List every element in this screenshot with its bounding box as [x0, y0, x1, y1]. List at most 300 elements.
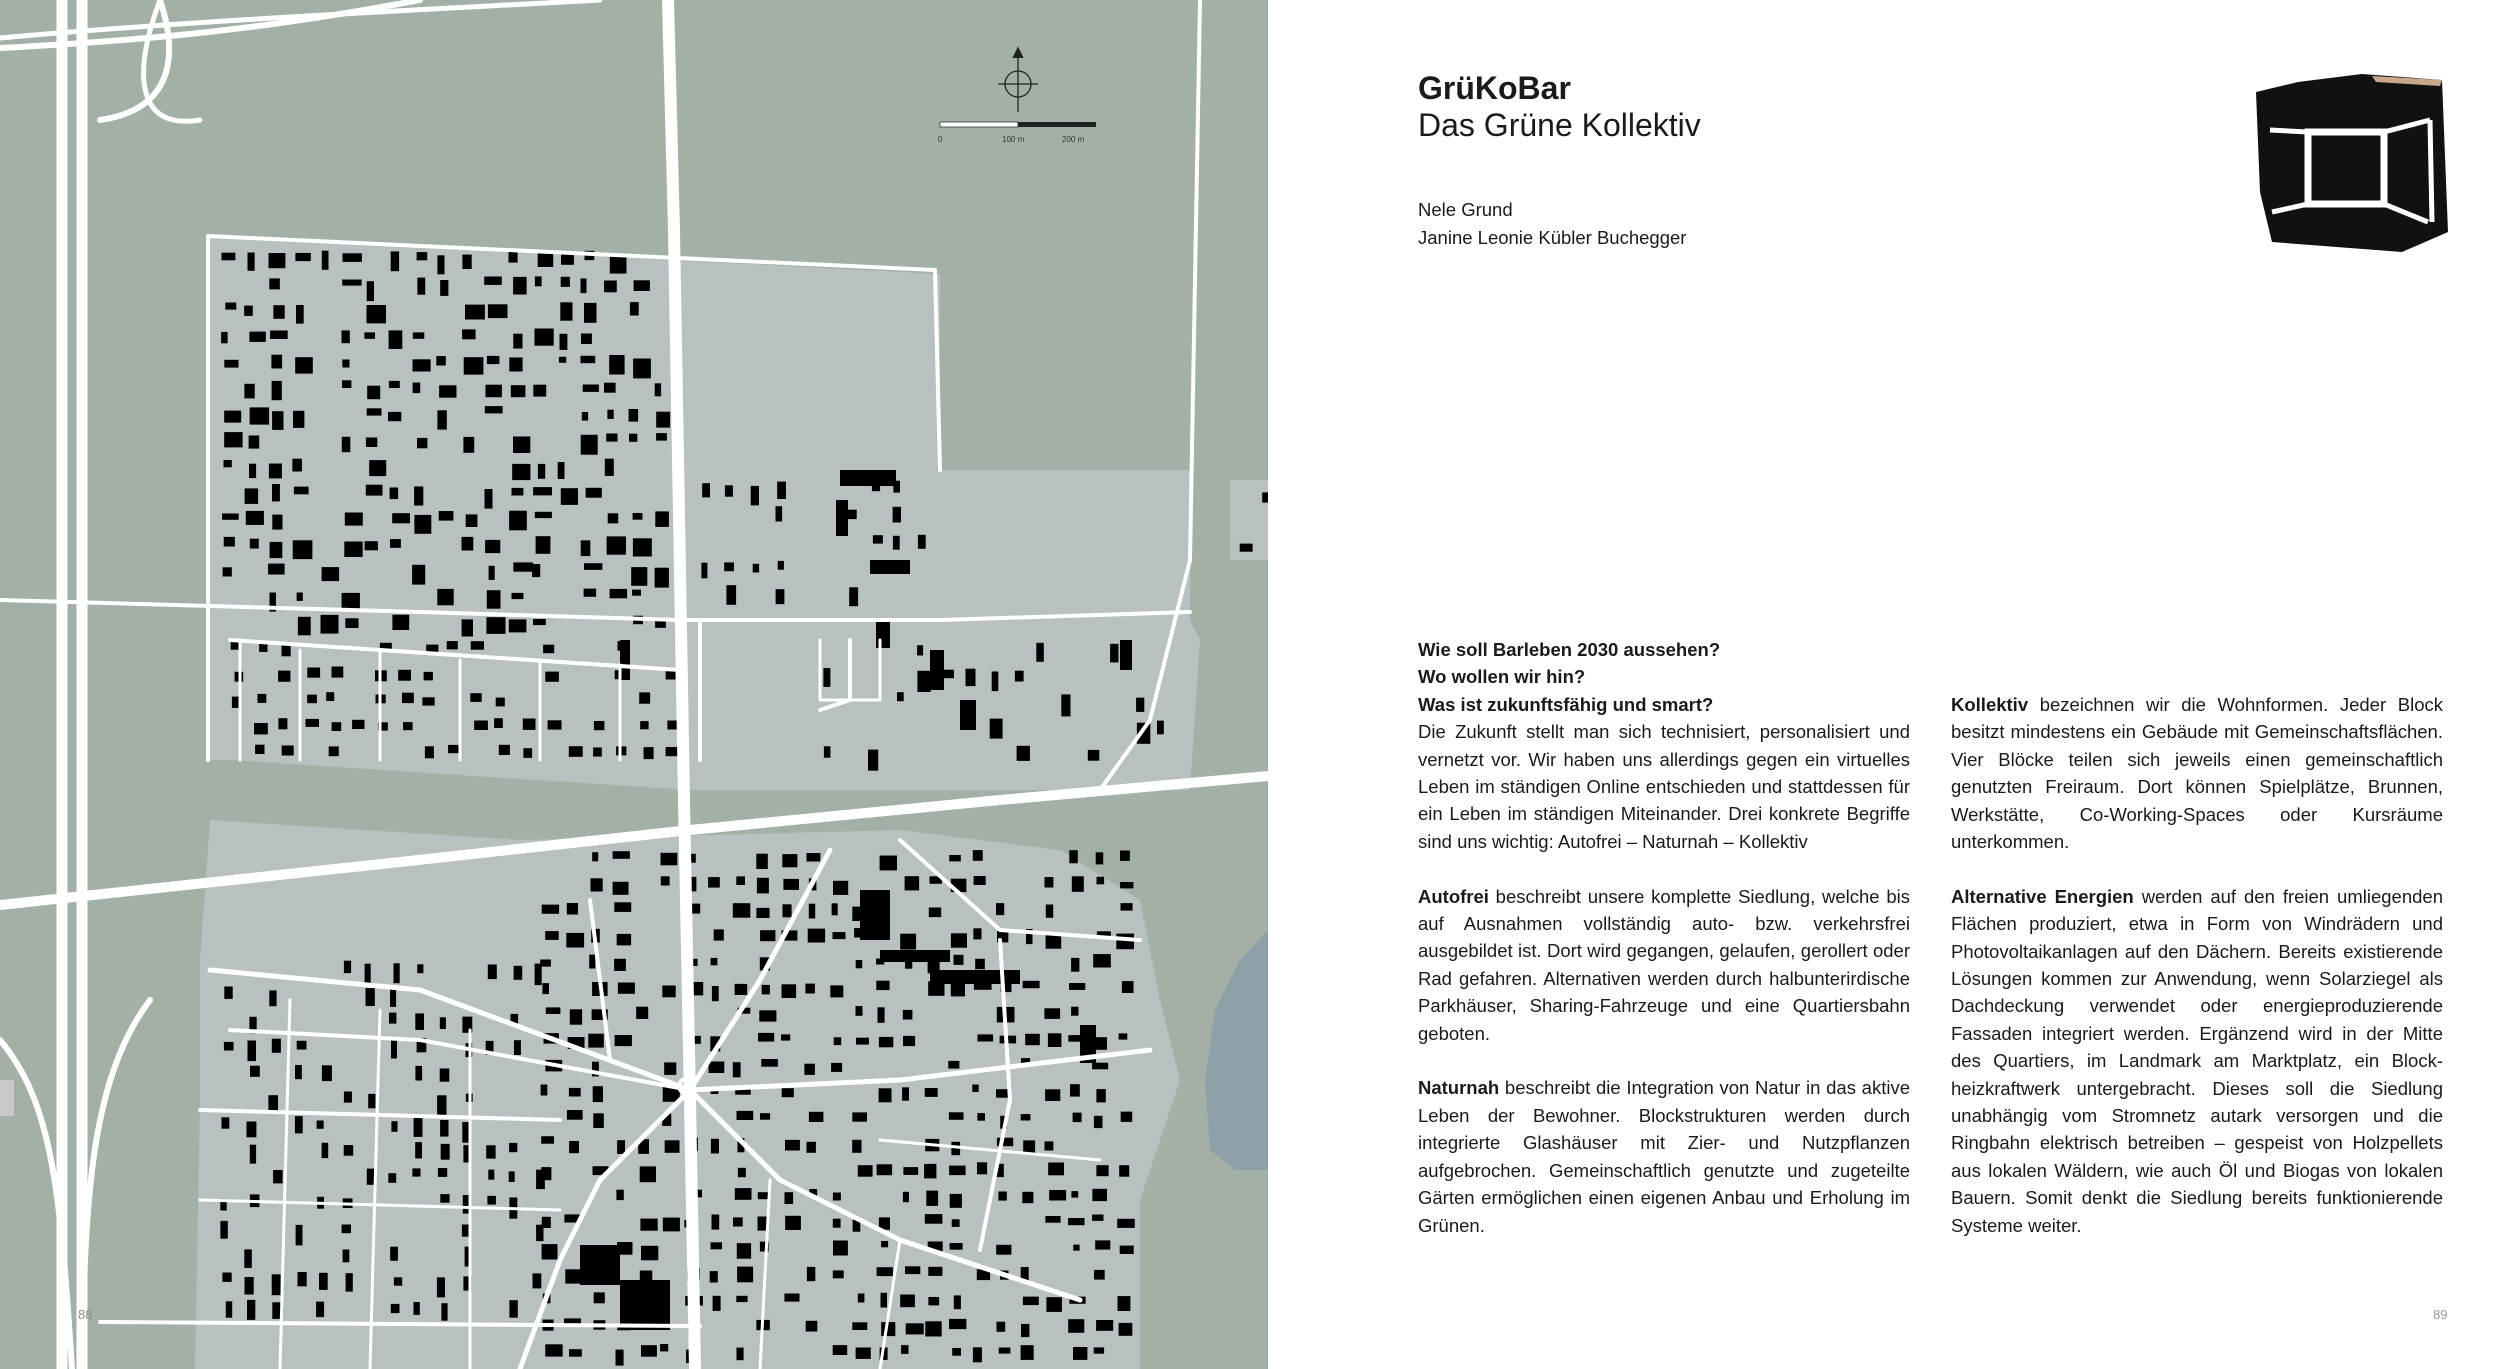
building [246, 511, 264, 525]
paragraph-body: werden auf den freien umliegenden Flächen produziert, etwa in Form von Windrädern und Photovoltaikanlagen auf den Dächern. Bereits existierende Lösungen kommen zur Anwendung, wenn Solarziegel als Dachdeckung verwendet oder energieproduzierende Fassaden integriert werden. Ergänzend wird in der Mitte des Quartiers, im Landmark am Marktplatz, ein Blockheizkraftwerk untergebracht. Dieses soll die Siedlung unabhängig vom Stromnetz autark versorgen und die Ringbahn elektrisch betreiben – gespeist von Holzpellets aus lokalen Wäldern, wie auch Öl und Biogas von lokalen Bauern. Somit denkt die Siedlung bereits funktionierende Systeme weiter. [1951, 885, 2443, 1236]
building [806, 1321, 818, 1332]
building [250, 539, 259, 549]
building [413, 383, 421, 394]
building [223, 567, 232, 576]
building [929, 908, 941, 918]
building [1023, 1140, 1035, 1153]
building [269, 278, 280, 289]
building [897, 692, 904, 701]
building [756, 908, 769, 918]
building [566, 933, 584, 948]
building [776, 589, 785, 604]
building [513, 562, 533, 571]
building [617, 1140, 625, 1154]
building [532, 564, 540, 577]
building [298, 1272, 307, 1286]
building [1157, 721, 1164, 735]
building [733, 1062, 741, 1077]
building [973, 928, 981, 939]
term: Naturnah [1418, 1077, 1500, 1099]
building [925, 1214, 943, 1224]
building [344, 1145, 354, 1156]
building [807, 853, 821, 862]
building [565, 1269, 580, 1283]
building [618, 983, 635, 994]
building [271, 355, 282, 369]
building [785, 1192, 794, 1204]
building [1021, 1324, 1029, 1337]
building [809, 1112, 824, 1122]
building [581, 435, 598, 455]
building [724, 562, 734, 571]
building [877, 1164, 893, 1175]
building [391, 1121, 397, 1132]
building [630, 302, 639, 315]
building [535, 512, 552, 518]
building [440, 280, 448, 296]
building [270, 331, 288, 340]
building [640, 721, 648, 729]
paragraph-body: beschreibt unsere komplette Siedlung, welche bis auf Ausnahmen vollständig auto- bzw. verkehrsfrei ausgebildet ist. Dort wird gegangen, gelaufen, gerollert oder Rad gefahren. Alternativen werden durch halbunterirdische Parkhäuser, Sharing-Fahrzeuge und eine Quartiersbahn geboten. [1418, 885, 1910, 1044]
building [833, 932, 846, 939]
building [437, 410, 446, 429]
building-slab [870, 560, 910, 574]
building [873, 535, 883, 543]
building [293, 540, 313, 559]
building [1096, 852, 1104, 864]
building [972, 1085, 978, 1093]
building [584, 589, 597, 597]
building-slab [876, 620, 890, 648]
building [332, 667, 344, 678]
building [616, 1190, 623, 1200]
building [1021, 1114, 1031, 1120]
building [633, 359, 651, 379]
building [343, 253, 362, 262]
building-slab [880, 950, 950, 962]
building [364, 332, 375, 338]
building [307, 668, 320, 678]
building [833, 881, 848, 895]
building [295, 253, 310, 261]
building [782, 984, 797, 998]
building [1119, 1033, 1128, 1039]
building [437, 1277, 445, 1297]
building [462, 537, 474, 551]
building [589, 955, 595, 969]
building [296, 1225, 303, 1246]
building [464, 357, 484, 374]
building [782, 854, 797, 867]
building [584, 563, 602, 570]
building [950, 1243, 963, 1250]
building [560, 334, 568, 350]
building [736, 1296, 747, 1302]
building [509, 358, 522, 372]
building [559, 357, 566, 363]
building [1036, 643, 1044, 662]
building [414, 1302, 420, 1315]
building [834, 1037, 842, 1045]
building [830, 985, 843, 997]
building [902, 1087, 909, 1100]
building [952, 1348, 961, 1356]
building [352, 720, 364, 729]
building [259, 643, 267, 652]
building [224, 460, 232, 467]
building [918, 535, 926, 549]
building [244, 306, 253, 316]
building [617, 934, 631, 946]
building [735, 984, 748, 995]
building [272, 484, 280, 501]
building [807, 1142, 816, 1153]
building-slab [930, 970, 1020, 984]
building [298, 617, 311, 636]
building [1070, 1084, 1080, 1096]
building [949, 1112, 964, 1120]
building [342, 593, 360, 610]
building [250, 1066, 260, 1077]
building [656, 433, 667, 441]
building [485, 489, 493, 509]
building [367, 305, 387, 323]
building [295, 1065, 302, 1079]
building [570, 1009, 582, 1024]
building [394, 1277, 402, 1285]
building [1094, 1116, 1103, 1128]
building [702, 483, 710, 497]
building [1073, 1245, 1079, 1251]
building [367, 408, 382, 415]
building [438, 1168, 447, 1177]
building [269, 464, 282, 479]
building [666, 747, 679, 756]
paragraph-autofrei [1418, 883, 1910, 1047]
text-column-left [1418, 636, 1910, 1266]
building [849, 587, 858, 606]
building [1072, 876, 1084, 892]
building [533, 487, 552, 495]
building [943, 670, 954, 679]
building [783, 904, 792, 917]
scale-label-0: 0 [938, 135, 943, 144]
building [781, 1034, 790, 1040]
building [712, 986, 719, 1001]
building [1049, 1190, 1066, 1201]
building [1071, 1191, 1078, 1198]
title-block [1418, 70, 1701, 144]
building [273, 1170, 283, 1183]
building [392, 615, 409, 630]
building [415, 1142, 422, 1158]
building [488, 1170, 494, 1180]
paragraph-body: bezeichnen wir die Wohnformen. Jeder Block besitzt mindestens ein Gebäude mit Gemeinschaftsflächen. Vier Blöcke teilen sich jeweils einen gemeinschaftlich genutzten Freiraum. Dort können Spielplätze, Brunnen, Werkstätte, Co-Working-Spaces oder Kursräume unterkommen. [1951, 694, 2443, 853]
building [1092, 1215, 1103, 1221]
author-name: Janine Leonie Kübler Buchegger [1418, 227, 1687, 248]
building [951, 984, 965, 996]
building [342, 380, 351, 388]
building [1092, 1063, 1108, 1070]
building [1015, 671, 1024, 682]
building [880, 856, 897, 871]
building [784, 1294, 799, 1302]
building [633, 513, 643, 520]
building [1095, 1240, 1110, 1249]
building [344, 1092, 352, 1103]
building [760, 1113, 770, 1120]
building [441, 1144, 450, 1160]
building [369, 460, 386, 476]
building [414, 515, 431, 534]
building [593, 1113, 604, 1128]
building [809, 904, 815, 919]
building [417, 964, 423, 973]
building [783, 879, 799, 890]
building [1044, 1008, 1060, 1019]
building [586, 488, 602, 498]
building [322, 1143, 329, 1158]
building [1023, 981, 1040, 988]
building [758, 1217, 768, 1231]
building [954, 1295, 961, 1309]
text-column-right [1951, 691, 2443, 1267]
building [735, 1188, 752, 1200]
building [782, 1088, 794, 1097]
building [511, 385, 526, 397]
building [345, 618, 358, 628]
building [440, 1120, 448, 1137]
building [366, 485, 383, 496]
building [756, 854, 768, 869]
building [391, 1304, 400, 1313]
building [425, 746, 434, 758]
building [996, 903, 1004, 915]
building [488, 965, 497, 980]
building-slab [620, 1280, 670, 1330]
building [535, 276, 542, 286]
building [856, 1348, 871, 1359]
building [415, 1066, 422, 1081]
building [321, 615, 339, 634]
building [561, 277, 570, 287]
building [486, 385, 502, 398]
building [996, 1245, 1011, 1255]
building [711, 1139, 719, 1154]
building [390, 1247, 398, 1261]
building [1097, 877, 1105, 885]
building [268, 564, 285, 575]
building [777, 482, 786, 499]
building [903, 1167, 918, 1175]
building [856, 1006, 863, 1016]
building [541, 1136, 554, 1144]
building [536, 1170, 545, 1189]
building [1120, 851, 1130, 861]
building [295, 357, 313, 373]
building [879, 1037, 893, 1047]
building [417, 252, 428, 260]
building [709, 1062, 725, 1074]
building [905, 1266, 920, 1274]
building [417, 278, 425, 295]
building [949, 1166, 966, 1176]
building [833, 1219, 841, 1228]
page-title: GrüKoBar [1418, 70, 1571, 106]
building [245, 1277, 254, 1295]
building [954, 955, 964, 965]
building [439, 385, 456, 397]
building [640, 1219, 657, 1231]
building [641, 1345, 657, 1357]
building [604, 383, 616, 393]
building [1118, 1296, 1131, 1311]
building [250, 407, 270, 424]
building [881, 1241, 888, 1247]
building [365, 964, 371, 984]
building [805, 984, 815, 994]
building [951, 933, 967, 947]
building [610, 256, 627, 274]
building [392, 513, 410, 523]
building [389, 381, 400, 388]
building [538, 252, 554, 267]
building [736, 876, 745, 885]
page-number-left: 88 [78, 1307, 93, 1322]
building [540, 960, 551, 967]
building [610, 589, 628, 598]
building [640, 1166, 656, 1182]
building [367, 281, 374, 301]
building [833, 1193, 841, 1201]
building [644, 747, 654, 759]
building [389, 1013, 396, 1024]
building [224, 987, 232, 999]
building [592, 852, 598, 861]
building [1240, 544, 1253, 552]
building [249, 332, 265, 342]
building [1061, 694, 1070, 716]
building [269, 253, 286, 268]
building [1025, 1034, 1040, 1045]
author-name: Nele Grund [1418, 199, 1513, 220]
building [1120, 1246, 1134, 1254]
building [1136, 698, 1144, 712]
building [509, 1171, 515, 1182]
building [258, 694, 267, 703]
building [465, 305, 485, 320]
building [833, 1270, 844, 1278]
building [776, 506, 783, 521]
building [634, 280, 650, 291]
building [440, 1017, 446, 1029]
building [466, 514, 478, 527]
building-slab [580, 1245, 620, 1285]
building [655, 568, 669, 588]
building [1071, 958, 1079, 972]
margin-mark [0, 1080, 14, 1116]
building [925, 1088, 938, 1097]
building [594, 721, 605, 730]
building [778, 561, 784, 570]
building [567, 1110, 583, 1120]
building [222, 253, 236, 261]
building [470, 693, 481, 702]
building [710, 1271, 718, 1282]
building [569, 1088, 581, 1097]
building [486, 1145, 495, 1158]
building [609, 355, 624, 375]
building [548, 720, 562, 729]
building [1117, 1219, 1135, 1228]
building [977, 1162, 987, 1174]
building [222, 1273, 231, 1282]
building [437, 255, 444, 274]
building [316, 1302, 324, 1318]
building [389, 330, 403, 349]
building [1021, 1345, 1034, 1360]
building [607, 410, 613, 419]
building [737, 1111, 754, 1120]
building [975, 959, 985, 969]
building [513, 437, 530, 454]
block-thumbnail-icon [2252, 72, 2452, 256]
building [631, 567, 647, 586]
building [666, 671, 676, 679]
building [224, 432, 242, 447]
building [711, 1242, 723, 1249]
building [413, 359, 431, 371]
building [1073, 1347, 1087, 1360]
building [272, 1039, 281, 1053]
building [1121, 1112, 1133, 1122]
building [484, 277, 502, 285]
building [542, 905, 559, 914]
building [391, 1040, 397, 1058]
building [346, 1273, 353, 1291]
building [1045, 1141, 1054, 1150]
building [758, 1033, 774, 1042]
building [852, 1112, 867, 1121]
building [733, 903, 751, 918]
building [858, 1294, 865, 1303]
building [974, 876, 986, 885]
building [542, 1244, 558, 1259]
building [785, 1140, 800, 1151]
building [1048, 1033, 1062, 1047]
building [1119, 1165, 1129, 1177]
building [272, 411, 283, 430]
building [224, 360, 238, 368]
question-line: Wo wollen wir hin? [1418, 666, 1586, 688]
building [900, 934, 916, 950]
building [367, 386, 380, 400]
building [541, 1085, 548, 1096]
building [447, 641, 458, 649]
building [1110, 644, 1118, 663]
building [852, 1140, 861, 1153]
building [486, 617, 505, 634]
building [439, 511, 454, 521]
building [1088, 750, 1100, 761]
building [660, 1344, 668, 1351]
term: Autofrei [1418, 885, 1489, 907]
building [297, 593, 303, 601]
paragraph-energien [1951, 883, 2443, 1239]
building [474, 721, 488, 731]
building [496, 698, 505, 707]
building [737, 1267, 753, 1283]
